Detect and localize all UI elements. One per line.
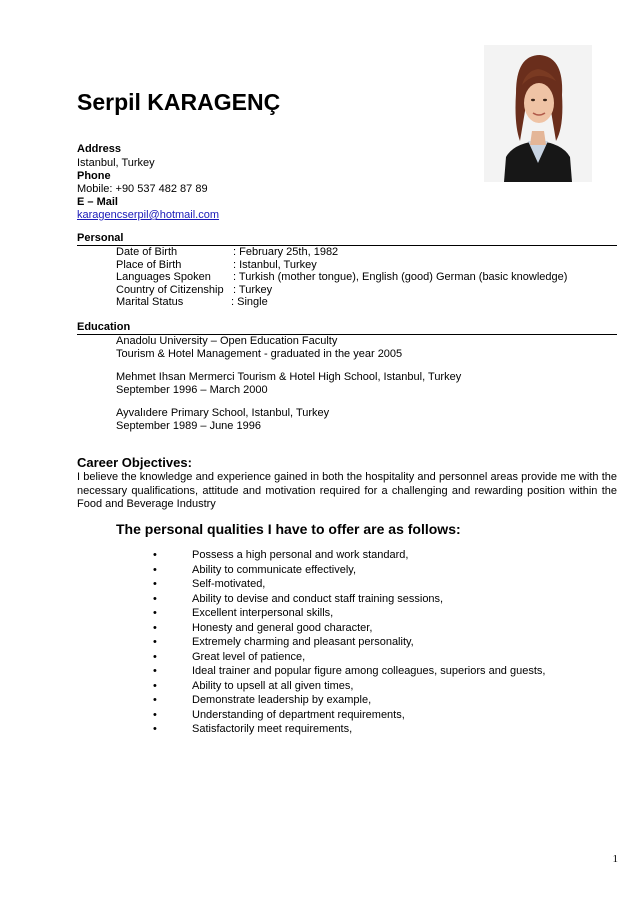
email-link[interactable]: karagencserpil@hotmail.com	[77, 209, 220, 221]
personal-label-dob: Date of Birth	[116, 246, 178, 258]
bullet-icon: •	[153, 621, 157, 634]
personal-value-dob: : February 25th, 1982	[233, 246, 339, 258]
page-number: 1	[612, 853, 618, 865]
personal-value-languages: : Turkish (mother tongue), English (good) German (basic knowledge)	[233, 271, 568, 283]
personal-label-languages: Languages Spoken	[116, 271, 211, 283]
email-label: E – Mail	[77, 196, 118, 208]
education-entry-school: Mehmet Ihsan Mermerci Tourism & Hotel High School, Istanbul, Turkey	[116, 371, 462, 383]
personal-label-citizenship: Country of Citizenship	[116, 284, 224, 296]
bullet-icon: •	[153, 578, 157, 590]
list-item	[150, 693, 545, 708]
list-item	[150, 592, 545, 607]
quality-text: Extremely charming and pleasant personality,	[192, 636, 414, 648]
quality-text: Demonstrate leadership by example,	[192, 694, 372, 706]
quality-text: Honesty and general good character,	[192, 621, 373, 634]
personal-section-title: Personal	[77, 232, 124, 244]
list-item	[150, 722, 545, 737]
education-entry-school: Ayvalıdere Primary School, Istanbul, Turkey	[116, 407, 330, 419]
career-objectives-heading: Career Objectives:	[77, 455, 192, 470]
bullet-icon: •	[153, 636, 157, 648]
qualities-list	[150, 548, 545, 737]
quality-text: Ability to communicate effectively,	[192, 563, 357, 576]
personal-value-citizenship: : Turkey	[233, 284, 273, 296]
list-item	[150, 548, 545, 563]
bullet-icon: •	[153, 592, 157, 605]
personal-label-marital: Marital Status	[116, 296, 184, 308]
list-item	[150, 621, 545, 636]
list-item	[150, 708, 545, 723]
personal-value-marital: : Single	[231, 296, 268, 308]
personal-value-pob: : Istanbul, Turkey	[233, 259, 317, 271]
career-objectives-text: I believe the knowledge and experience gained in both the hospitality and personnel areas provide me with the necessary qualifications, attitude and motivation required for a challenging and rewarding position within the Food and Beverage Industry	[77, 471, 617, 510]
education-entry-school: Anadolu University – Open Education Faculty	[116, 335, 338, 347]
personal-label-pob: Place of Birth	[116, 259, 182, 271]
address-value: Istanbul, Turkey	[77, 157, 155, 169]
list-item	[150, 650, 545, 665]
quality-text: Self-motivated,	[192, 578, 266, 590]
bullet-icon: •	[153, 563, 157, 576]
phone-label: Phone	[77, 170, 111, 182]
list-item	[150, 563, 545, 578]
phone-value: Mobile: +90 537 482 87 89	[77, 183, 208, 195]
quality-text: Great level of patience,	[192, 650, 306, 663]
bullet-icon: •	[153, 708, 157, 721]
bullet-icon: •	[153, 694, 157, 706]
list-item	[150, 577, 545, 592]
bullet-icon: •	[153, 549, 157, 561]
quality-text: Satisfactorily meet requirements,	[192, 723, 353, 735]
education-entry-detail: September 1996 – March 2000	[116, 384, 268, 396]
list-item	[150, 679, 545, 694]
list-item	[150, 635, 545, 650]
quality-text: Understanding of department requirements,	[192, 708, 405, 721]
quality-text: Ability to devise and conduct staff training sessions,	[192, 592, 444, 605]
education-entry-detail: September 1989 – June 1996	[116, 420, 261, 432]
candidate-name: Serpil KARAGENÇ	[77, 89, 281, 115]
list-item	[150, 606, 545, 621]
quality-text: Possess a high personal and work standard,	[192, 549, 409, 561]
bullet-icon: •	[153, 679, 157, 692]
quality-text: Ability to upsell at all given times,	[192, 679, 354, 692]
education-entry-detail: Tourism & Hotel Management - graduated in the year 2005	[116, 348, 403, 360]
quality-text: Excellent interpersonal skills,	[192, 607, 334, 619]
bullet-icon: •	[153, 607, 157, 619]
bullet-icon: •	[153, 665, 157, 677]
list-item	[150, 664, 545, 679]
address-label: Address	[77, 143, 122, 155]
personal-qualities-heading: The personal qualities I have to offer are as follows:	[116, 521, 461, 537]
bullet-icon: •	[153, 650, 157, 663]
education-section-title: Education	[77, 321, 131, 333]
quality-text: Ideal trainer and popular figure among colleagues, superiors and guests,	[192, 665, 546, 677]
bullet-icon: •	[153, 723, 157, 735]
profile-photo	[484, 45, 592, 182]
